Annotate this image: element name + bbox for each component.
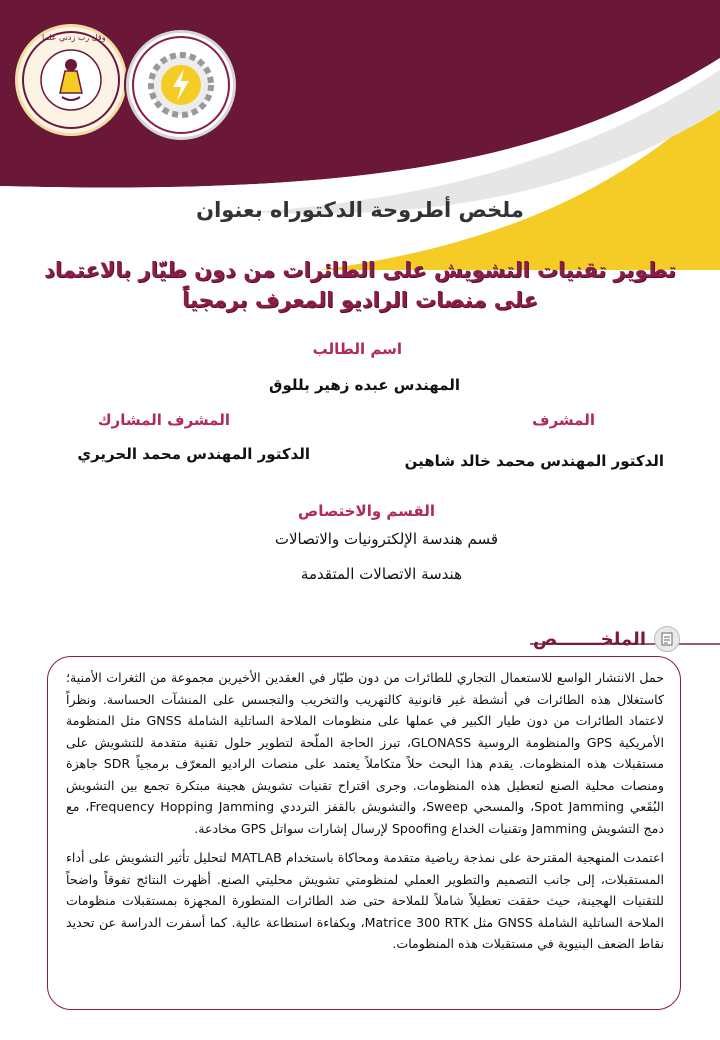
summary-header xyxy=(533,626,680,652)
summary-paragraph-2: اعتمدت المنهجية المقترحة على نمذجة رياضية متقدمة ومحاكاة باستخدام MATLAB لتحليل تأثير التشويش على أداء المستقبلات، إلى جانب التصميم والتطوير العملي لمنظومتي تشويش محليتي الصنع. أظهرت النتائج تفوقاً واضحاً للتقنيات الهجينة، حيث حققت تعطيلاً شاملاً للملاحة حتى ضد الطائرات المتطورة المجهزة بمستقبلات منظومات الملاحة الساتلية الشاملة GNSS مثل Matrice 300 RTK، وبكفاءة استطاعة عالية. كما أسفرت الدراسة عن تحديد نقاط الضعف البنيوية في مستقبلات هذه المنظومات. xyxy=(66,850,665,951)
thesis-title-line-2: على منصات الراديو المعرف برمجياً xyxy=(182,288,538,312)
engineering-lightning-gear-icon xyxy=(129,33,233,137)
document-icon xyxy=(654,626,680,652)
specialty-name: هندسة الاتصالات المتقدمة xyxy=(300,565,462,583)
department-label: القسم والاختصاص xyxy=(298,502,435,520)
student-label: اسم الطالب xyxy=(312,340,402,358)
thesis-title-line-1: تطوير تقنيات التشويش على الطائرات من دون طيّار بالاعتماد xyxy=(44,258,676,282)
student-name: المهندس عبده زهير بللوق xyxy=(269,376,460,394)
summary-title: الملخـــــــص xyxy=(533,628,646,650)
university-seal-icon xyxy=(18,27,124,133)
summary-paragraph-1: حمل الانتشار الواسع للاستعمال التجاري للطائرات من دون طيّار في العقدين الأخيرين مجموعة من الثغرات الأمنية؛ كاستغلال هذه الطائرات في أنشطة غير قانونية كالتهريب والتخريب والتجسس على المنشآت الحساسة. ونظراً لاعتماد الطائرات من دون طيار الكبير في عملها على منظومات الملاحة الساتلية الشاملة GNSS مثل المنظومة الأمريكية GPS والمنظومة الروسية GLONASS، تبرز الحاجة الملّحة لتطوير حلول تقنية متقدمة للتشويش على مستقبلات هذه المنظومات. يقدم هذا البحث حلاً متكاملاً يعتمد على منصات الراديو المعرّف برمجياً SDR جاهزة ومنصات محلية الصنع لتعطيل هذه المنظومات. وجرى اقتراح تقنيات تشويش هجينة مبتكرة تجمع بين التشويش البُقَعي Spot Jamming، والمسحي Sweep، والتشويش بالقفز الترددي Frequency Hopping Jamming، مع دمج التشويش Jamming وتقنيات الخداع Spoofing لإرسال إشارات سواتل GPS مخادعة. xyxy=(66,670,664,836)
summary-box xyxy=(47,656,681,1010)
engineering-faculty-logo xyxy=(126,30,236,140)
university-motto: وقل رب زدني علما xyxy=(42,33,106,42)
department-name: قسم هندسة الإلكترونيات والاتصالات xyxy=(274,530,498,548)
document-heading: ملخص أطروحة الدكتوراه بعنوان xyxy=(196,198,524,222)
co-supervisor-name: الدكتور المهندس محمد الحريري xyxy=(77,445,310,463)
supervisor-name: الدكتور المهندس محمد خالد شاهين xyxy=(404,452,664,470)
co-supervisor-label: المشرف المشارك xyxy=(97,411,230,429)
university-logo xyxy=(15,24,127,136)
supervisor-label: المشرف xyxy=(532,411,595,429)
